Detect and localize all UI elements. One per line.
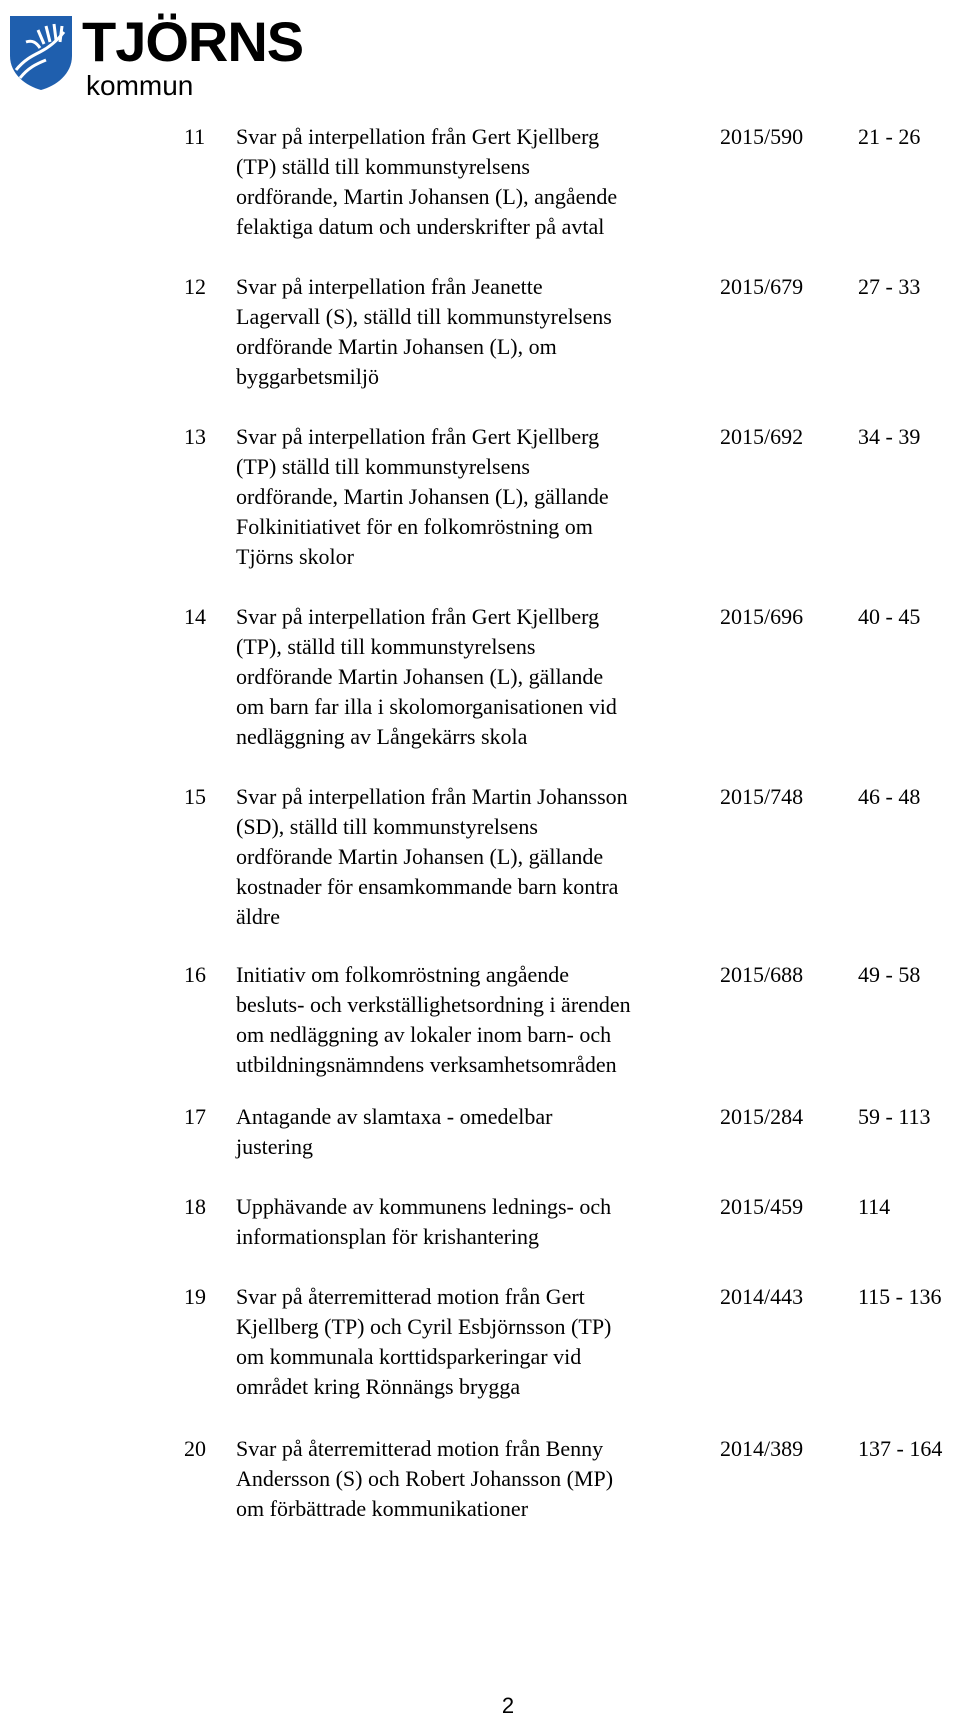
item-title-line: Antagande av slamtaxa - omedelbar [236, 1104, 553, 1129]
item-case-number: 2015/590 [720, 124, 804, 149]
item-number: 18 [184, 1194, 206, 1219]
item-title-line: Initiativ om folkomröstning angående [236, 962, 569, 987]
item-title-line: Upphävande av kommunens lednings- och [236, 1194, 612, 1219]
item-case-number: 2014/389 [720, 1436, 804, 1461]
item-title-line: informationsplan för krishantering [236, 1224, 540, 1249]
item-number: 12 [184, 274, 206, 299]
item-title-line: äldre [236, 904, 280, 929]
item-title [236, 1282, 706, 1402]
item-page-range: 59 - 113 [858, 1104, 931, 1129]
item-title [236, 1192, 706, 1252]
item-title [236, 960, 706, 1080]
item-page-range: 115 - 136 [858, 1284, 942, 1309]
item-title-line: Kjellberg (TP) och Cyril Esbjörnsson (TP) [236, 1314, 612, 1339]
item-title [236, 1102, 706, 1162]
item-title-line: justering [236, 1134, 313, 1159]
item-title-line: Svar på interpellation från Gert Kjellberg [236, 424, 600, 449]
item-number: 15 [184, 784, 206, 809]
item-title [236, 1434, 706, 1524]
logo-name: TJÖRNS [82, 10, 304, 73]
logo-subtitle: kommun [86, 70, 194, 101]
item-title-line: (SD), ställd till kommunstyrelsens [236, 814, 538, 839]
item-title-line: Svar på interpellation från Gert Kjellberg [236, 124, 600, 149]
item-number: 14 [184, 604, 206, 629]
item-number: 11 [184, 124, 206, 149]
tjorn-coat-of-arms-icon [6, 12, 76, 92]
item-number: 17 [184, 1104, 206, 1129]
item-title-line: nedläggning av Långekärrs skola [236, 724, 528, 749]
item-title-line: felaktiga datum och underskrifter på avtal [236, 214, 605, 239]
item-title-line: om nedläggning av lokaler inom barn- och [236, 1022, 612, 1047]
item-page-range: 137 - 164 [858, 1436, 943, 1461]
item-page-range: 114 [858, 1194, 891, 1219]
item-title-line: (TP) ställd till kommunstyrelsens [236, 454, 530, 479]
item-case-number: 2015/459 [720, 1194, 804, 1219]
item-title-line: om kommunala korttidsparkeringar vid [236, 1344, 582, 1369]
item-title-line: byggarbetsmiljö [236, 364, 379, 389]
item-title-line: Svar på interpellation från Gert Kjellberg [236, 604, 600, 629]
item-number: 16 [184, 962, 206, 987]
item-title-line: Lagervall (S), ställd till kommunstyrelsens [236, 304, 612, 329]
item-title [236, 272, 706, 392]
item-page-range: 49 - 58 [858, 962, 921, 987]
item-title [236, 422, 706, 572]
item-case-number: 2015/696 [720, 604, 804, 629]
item-case-number: 2015/692 [720, 424, 804, 449]
item-case-number: 2015/688 [720, 962, 804, 987]
item-title-line: Folkinitiativet för en folkomröstning om [236, 514, 593, 539]
item-title-line: ordförande, Martin Johansen (L), gällande [236, 484, 609, 509]
item-title-line: ordförande Martin Johansen (L), om [236, 334, 557, 359]
item-title [236, 782, 706, 932]
item-case-number: 2015/679 [720, 274, 804, 299]
item-title-line: ordförande Martin Johansen (L), gällande [236, 844, 604, 869]
logo-wordmark [82, 12, 303, 100]
item-title-line: (TP) ställd till kommunstyrelsens [236, 154, 530, 179]
item-number: 13 [184, 424, 206, 449]
item-number: 20 [184, 1436, 206, 1461]
item-title-line: Andersson (S) och Robert Johansson (MP) [236, 1466, 614, 1491]
header [6, 10, 304, 101]
item-title [236, 122, 706, 242]
item-title-line: (TP), ställd till kommunstyrelsens [236, 634, 536, 659]
item-title-line: om barn far illa i skolomorganisationen vid [236, 694, 617, 719]
item-title [236, 602, 706, 752]
item-title-line: utbildningsnämndens verksamhetsområden [236, 1052, 617, 1077]
item-case-number: 2015/284 [720, 1104, 804, 1129]
item-number: 19 [184, 1284, 206, 1309]
item-title-line: Svar på återremitterad motion från Benny [236, 1436, 604, 1461]
item-title-line: Tjörns skolor [236, 544, 354, 569]
item-title-line: området kring Rönnängs brygga [236, 1374, 521, 1399]
item-title-line: ordförande, Martin Johansen (L), angående [236, 184, 618, 209]
item-case-number: 2015/748 [720, 784, 804, 809]
item-title-line: kostnader för ensamkommande barn kontra [236, 874, 619, 899]
item-page-range: 27 - 33 [858, 274, 921, 299]
item-title-line: besluts- och verkställighetsordning i ärenden [236, 992, 631, 1017]
item-page-range: 34 - 39 [858, 424, 921, 449]
item-title-line: Svar på interpellation från Jeanette [236, 274, 543, 299]
page-number: 2 [501, 1693, 515, 1718]
item-title-line: Svar på återremitterad motion från Gert [236, 1284, 585, 1309]
item-title-line: ordförande Martin Johansen (L), gällande [236, 664, 604, 689]
item-title-line: Svar på interpellation från Martin Johansson [236, 784, 628, 809]
item-page-range: 40 - 45 [858, 604, 921, 629]
item-page-range: 46 - 48 [858, 784, 921, 809]
item-case-number: 2014/443 [720, 1284, 804, 1309]
item-page-range: 21 - 26 [858, 124, 921, 149]
item-title-line: om förbättrade kommunikationer [236, 1496, 529, 1521]
